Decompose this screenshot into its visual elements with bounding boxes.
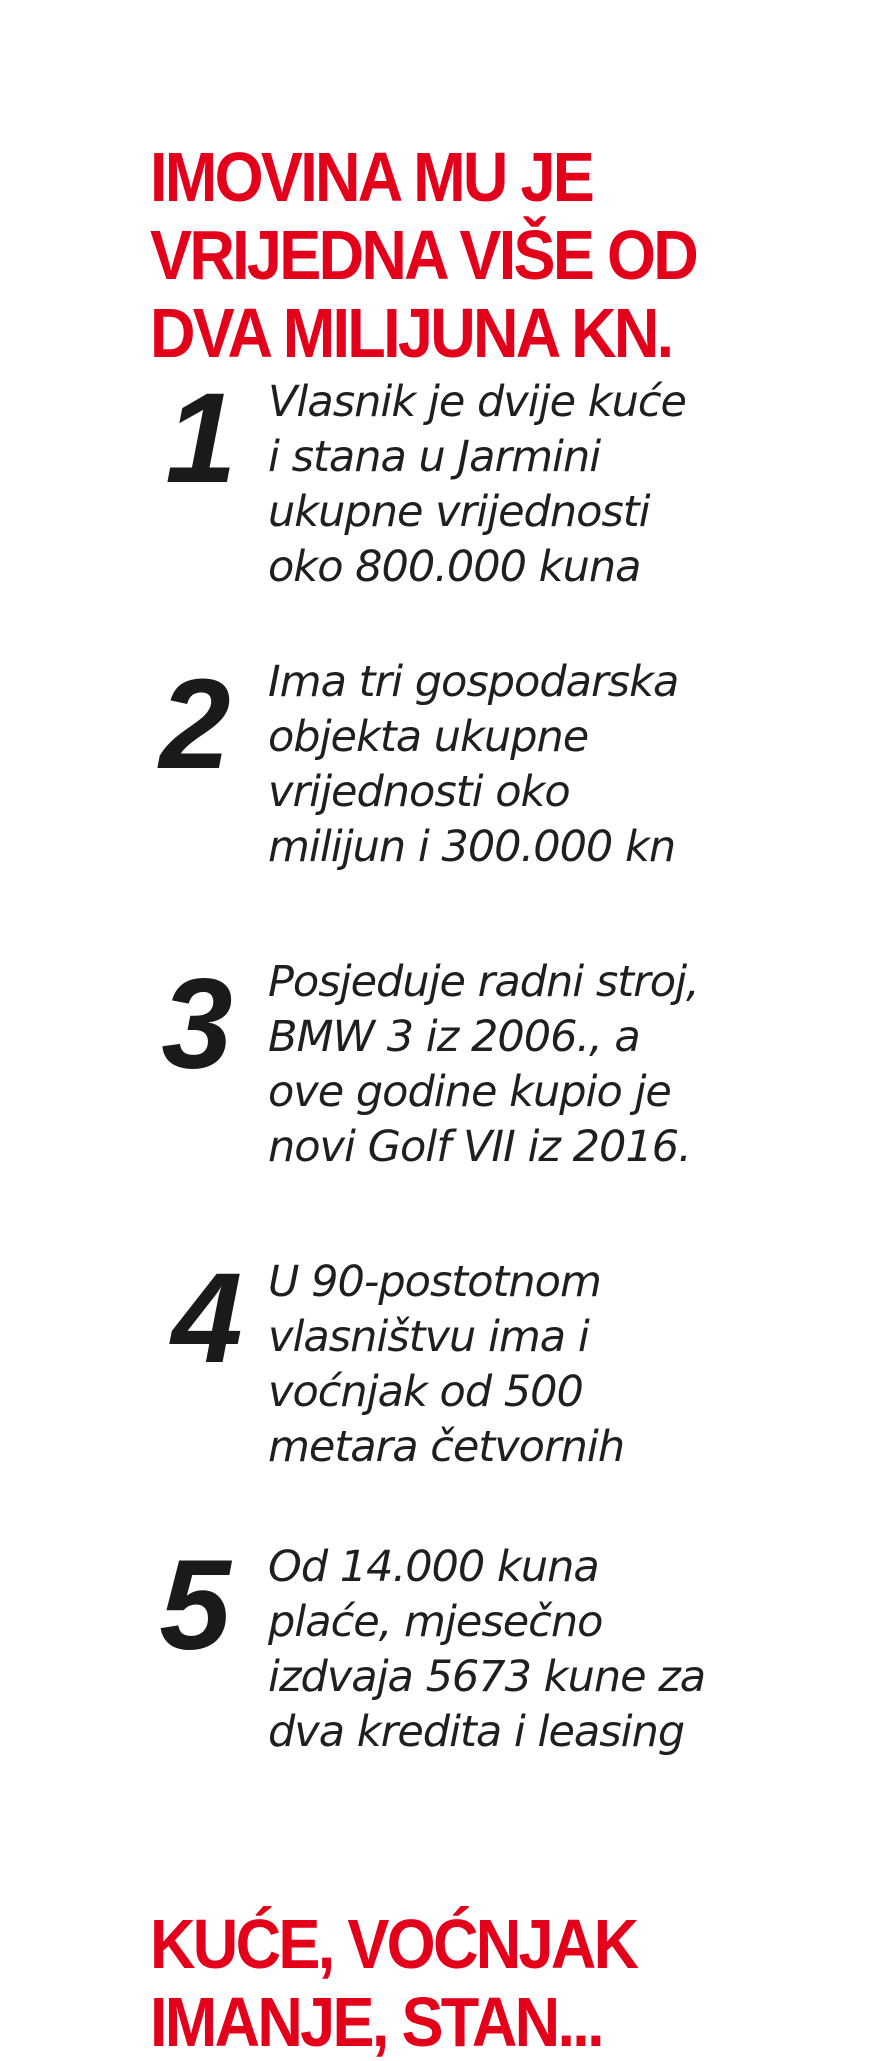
item-text: Ima tri gospodarska objekta ukupne vrijednosti oko milijun i 300.000 kn xyxy=(268,657,679,872)
headline-bottom: KUĆE, VOĆNJAK IMANJE, STAN... xyxy=(150,1905,637,2061)
headline-top: IMOVINA MU JE VRIJEDNA VIŠE OD DVA MILIJUNA KN. xyxy=(150,138,697,372)
item-number: 4 xyxy=(171,1247,237,1390)
item-text: U 90-postotnom vlasništvu ima i voćnjak od 500 metara četvornih xyxy=(268,1257,625,1472)
item-number: 2 xyxy=(159,653,225,796)
item-text: Posjeduje radni stroj, BMW 3 iz 2006., a ove godine kupio je novi Golf VII iz 2016. xyxy=(268,957,699,1172)
item-text: Vlasnik je dvije kuće i stana u Jarmini ukupne vrijednosti oko 800.000 kuna xyxy=(268,377,686,592)
item-text: Od 14.000 kuna plaće, mjesečno izdvaja 5673 kune za dva kredita i leasing xyxy=(268,1542,706,1757)
item-number: 1 xyxy=(165,367,231,510)
item-number: 5 xyxy=(159,1534,225,1677)
item-number: 3 xyxy=(161,953,227,1096)
